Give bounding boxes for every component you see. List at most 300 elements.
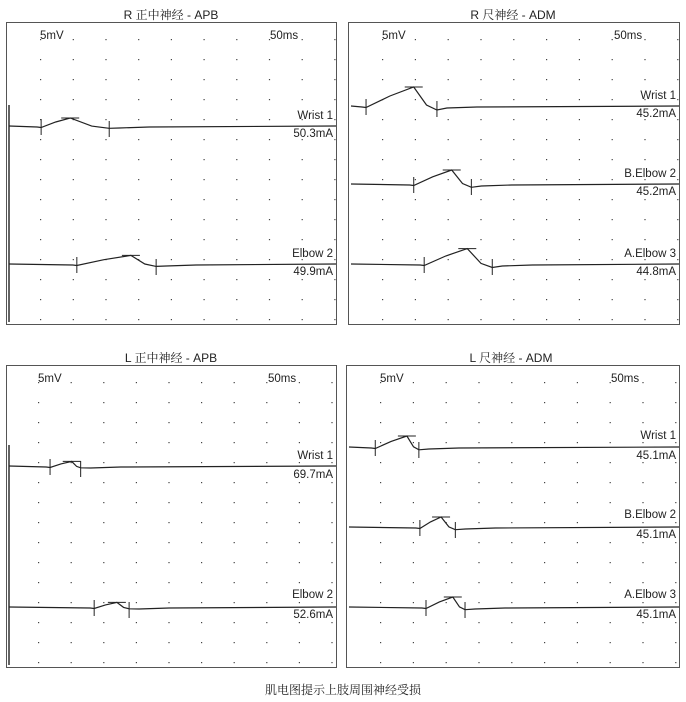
trace-stimulus-label: 45.2mA	[636, 108, 676, 120]
emg-trace-elbow-2	[9, 255, 336, 266]
grid-dot	[546, 139, 547, 140]
grid-dot	[105, 199, 106, 200]
grid-dot	[266, 662, 267, 663]
grid-dot	[168, 462, 169, 463]
grid-dot	[448, 139, 449, 140]
grid-dot	[269, 219, 270, 220]
grid-dot	[201, 422, 202, 423]
grid-dot	[642, 502, 643, 503]
grid-dot	[168, 422, 169, 423]
grid-dot	[513, 79, 514, 80]
grid-dot	[511, 582, 512, 583]
grid-dot	[105, 279, 106, 280]
grid-dot	[234, 382, 235, 383]
grid-dot	[446, 442, 447, 443]
grid-dot	[71, 442, 72, 443]
grid-dot	[675, 662, 676, 663]
grid-dot	[204, 79, 205, 80]
grid-dot	[579, 199, 580, 200]
grid-dot	[105, 39, 106, 40]
grid-dot	[168, 382, 169, 383]
grid-dot	[382, 79, 383, 80]
trace-site-label: Elbow 2	[292, 248, 333, 260]
grid-dot	[302, 319, 303, 320]
grid-dot	[266, 442, 267, 443]
trace-stimulus-label: 50.3mA	[293, 128, 333, 140]
grid-dot	[236, 119, 237, 120]
emg-panel-r-median-apb	[6, 22, 337, 325]
grid-dot	[103, 522, 104, 523]
grid-dot	[544, 522, 545, 523]
grid-dot	[299, 582, 300, 583]
amplitude-scale-label: 5mV	[40, 30, 64, 42]
grid-dot	[513, 59, 514, 60]
grid-dot	[448, 259, 449, 260]
grid-dot	[544, 582, 545, 583]
grid-dot	[677, 99, 678, 100]
emg-trace-wrist-1	[351, 87, 679, 110]
grid-dot	[413, 422, 414, 423]
grid-dot	[234, 642, 235, 643]
grid-dot	[513, 239, 514, 240]
grid-dot	[204, 199, 205, 200]
grid-dot	[446, 602, 447, 603]
grid-dot	[38, 602, 39, 603]
grid-dot	[579, 159, 580, 160]
grid-dot	[299, 422, 300, 423]
grid-dot	[677, 259, 678, 260]
grid-dot	[610, 482, 611, 483]
grid-dot	[380, 662, 381, 663]
grid-dot	[546, 159, 547, 160]
grid-dot	[168, 622, 169, 623]
grid-dot	[269, 179, 270, 180]
grid-dot	[446, 562, 447, 563]
grid-dot	[675, 422, 676, 423]
grid-dot	[204, 99, 205, 100]
emg-panel-r-ulnar-adm	[348, 22, 680, 325]
grid-dot	[334, 139, 335, 140]
grid-dot	[544, 542, 545, 543]
grid-dot	[448, 279, 449, 280]
grid-dot	[334, 219, 335, 220]
grid-dot	[513, 39, 514, 40]
grid-dot	[511, 662, 512, 663]
emg-trace-elbow-2	[9, 602, 336, 609]
grid-dot	[415, 259, 416, 260]
grid-dot	[677, 279, 678, 280]
grid-dot	[138, 39, 139, 40]
grid-dot	[610, 402, 611, 403]
trace-site-label: Elbow 2	[292, 589, 333, 601]
grid-dot	[546, 179, 547, 180]
grid-dot	[577, 622, 578, 623]
grid-dot	[136, 442, 137, 443]
grid-dot	[103, 582, 104, 583]
grid-dot	[334, 119, 335, 120]
grid-dot	[546, 319, 547, 320]
grid-dot	[103, 622, 104, 623]
grid-dot	[480, 139, 481, 140]
grid-dot	[612, 159, 613, 160]
grid-dot	[168, 562, 169, 563]
grid-dot	[266, 642, 267, 643]
trace-site-label: A.Elbow 3	[624, 248, 676, 260]
grid-dot	[40, 299, 41, 300]
grid-dot	[610, 582, 611, 583]
grid-dot	[380, 462, 381, 463]
grid-dot	[331, 482, 332, 483]
grid-dot	[138, 99, 139, 100]
amplitude-scale-label: 5mV	[380, 373, 404, 385]
grid-dot	[677, 239, 678, 240]
grid-dot	[382, 59, 383, 60]
emg-trace-wrist-1	[9, 461, 336, 468]
panel-title-r-median: R 正中神经 - APB	[123, 8, 219, 22]
grid-dot	[136, 402, 137, 403]
grid-dot	[577, 462, 578, 463]
grid-dot	[331, 642, 332, 643]
grid-dot	[675, 602, 676, 603]
grid-dot	[171, 159, 172, 160]
grid-dot	[234, 602, 235, 603]
grid-dot	[299, 602, 300, 603]
grid-dot	[334, 259, 335, 260]
grid-dot	[138, 79, 139, 80]
grid-dot	[544, 642, 545, 643]
grid-dot	[546, 199, 547, 200]
grid-dot	[266, 622, 267, 623]
grid-dot	[413, 662, 414, 663]
grid-dot	[413, 622, 414, 623]
grid-dot	[331, 542, 332, 543]
grid-dot	[71, 582, 72, 583]
grid-dot	[71, 482, 72, 483]
grid-dot	[413, 502, 414, 503]
grid-dot	[136, 422, 137, 423]
grid-dot	[299, 382, 300, 383]
grid-dot	[40, 139, 41, 140]
amplitude-scale-label: 5mV	[382, 30, 406, 42]
grid-dot	[478, 522, 479, 523]
grid-dot	[478, 562, 479, 563]
grid-dot	[546, 219, 547, 220]
grid-dot	[136, 382, 137, 383]
grid-dot	[334, 299, 335, 300]
panel-title-l-ulnar: L 尺神经 - ADM	[469, 351, 553, 365]
grid-dot	[331, 622, 332, 623]
grid-dot	[544, 602, 545, 603]
grid-dot	[334, 59, 335, 60]
grid-dot	[171, 99, 172, 100]
grid-dot	[677, 219, 678, 220]
grid-dot	[234, 502, 235, 503]
grid-dot	[38, 582, 39, 583]
grid-dot	[677, 79, 678, 80]
grid-dot	[201, 662, 202, 663]
grid-dot	[642, 482, 643, 483]
grid-dot	[577, 482, 578, 483]
grid-dot	[171, 219, 172, 220]
grid-dot	[677, 59, 678, 60]
grid-dot	[38, 502, 39, 503]
grid-dot	[73, 299, 74, 300]
grid-dot	[299, 482, 300, 483]
grid-dot	[71, 662, 72, 663]
grid-dot	[677, 299, 678, 300]
grid-dot	[71, 422, 72, 423]
grid-dot	[644, 139, 645, 140]
grid-dot	[138, 239, 139, 240]
grid-dot	[644, 279, 645, 280]
grid-dot	[448, 39, 449, 40]
grid-dot	[577, 582, 578, 583]
grid-dot	[446, 382, 447, 383]
grid-dot	[168, 542, 169, 543]
grid-dots	[40, 39, 336, 320]
grid-dot	[677, 199, 678, 200]
grid-dot	[201, 602, 202, 603]
trace-stimulus-label: 69.7mA	[293, 469, 333, 481]
grid-dot	[103, 442, 104, 443]
grid-dot	[675, 582, 676, 583]
grid-dot	[234, 402, 235, 403]
grid-dot	[546, 259, 547, 260]
emg-trace-wrist-1	[9, 118, 336, 128]
grid-dot	[478, 422, 479, 423]
grid-dot	[480, 159, 481, 160]
grid-dot	[413, 462, 414, 463]
grid-dot	[38, 402, 39, 403]
grid-dot	[413, 522, 414, 523]
grid-dot	[612, 239, 613, 240]
grid-dot	[577, 602, 578, 603]
grid-dot	[380, 402, 381, 403]
grid-dot	[234, 542, 235, 543]
grid-dot	[168, 482, 169, 483]
grid-dot	[138, 139, 139, 140]
grid-dot	[642, 642, 643, 643]
grid-dot	[675, 402, 676, 403]
grid-dot	[73, 259, 74, 260]
grid-dot	[302, 299, 303, 300]
grid-dot	[677, 119, 678, 120]
grid-dot	[513, 199, 514, 200]
grid-dot	[446, 462, 447, 463]
grid-dot	[610, 502, 611, 503]
grid-dot	[415, 199, 416, 200]
grid-dot	[38, 422, 39, 423]
grid-dot	[103, 602, 104, 603]
grid-dot	[269, 99, 270, 100]
grid-dot	[71, 402, 72, 403]
grid-dot	[103, 482, 104, 483]
grid-dot	[448, 159, 449, 160]
grid-dot	[204, 299, 205, 300]
grid-dot	[105, 219, 106, 220]
trace-site-label: A.Elbow 3	[624, 589, 676, 601]
grid-dot	[302, 199, 303, 200]
grid-dot	[103, 402, 104, 403]
trace-site-label: B.Elbow 2	[624, 509, 676, 521]
grid-dot	[334, 319, 335, 320]
grid-dot	[413, 382, 414, 383]
grid-dot	[266, 502, 267, 503]
grid-dot	[480, 259, 481, 260]
emg-panel-l-ulnar-adm	[346, 365, 680, 668]
grid-dot	[105, 99, 106, 100]
grid-dot	[40, 159, 41, 160]
grid-dot	[577, 382, 578, 383]
grid-dot	[73, 39, 74, 40]
grid-dot	[266, 522, 267, 523]
grid-dot	[236, 299, 237, 300]
grid-dot	[480, 59, 481, 60]
grid-dot	[201, 442, 202, 443]
grid-dot	[171, 279, 172, 280]
grid-dot	[136, 522, 137, 523]
grid-dot	[266, 542, 267, 543]
emg-plot-r-median	[7, 23, 338, 326]
grid-dot	[448, 199, 449, 200]
grid-dot	[138, 219, 139, 220]
grid-dot	[413, 582, 414, 583]
grid-dot	[204, 319, 205, 320]
grid-dot	[171, 119, 172, 120]
grid-dot	[577, 522, 578, 523]
grid-dot	[642, 582, 643, 583]
grid-dot	[415, 59, 416, 60]
grid-dot	[675, 522, 676, 523]
grid-dot	[334, 239, 335, 240]
grid-dot	[511, 502, 512, 503]
grid-dot	[204, 159, 205, 160]
grid-dot	[513, 259, 514, 260]
grid-dot	[579, 259, 580, 260]
amplitude-scale-label: 5mV	[38, 373, 62, 385]
grid-dot	[610, 602, 611, 603]
grid-dot	[73, 179, 74, 180]
grid-dot	[103, 542, 104, 543]
grid-dot	[73, 59, 74, 60]
grid-dot	[577, 662, 578, 663]
grid-dot	[73, 79, 74, 80]
grid-dot	[612, 79, 613, 80]
grid-dot	[644, 219, 645, 220]
grid-dot	[201, 562, 202, 563]
grid-dot	[382, 119, 383, 120]
grid-dot	[480, 239, 481, 240]
grid-dot	[40, 199, 41, 200]
grid-dot	[642, 662, 643, 663]
grid-dot	[105, 159, 106, 160]
grid-dot	[415, 119, 416, 120]
grid-dot	[480, 219, 481, 220]
grid-dot	[544, 402, 545, 403]
grid-dot	[204, 39, 205, 40]
grid-dot	[269, 259, 270, 260]
grid-dot	[299, 622, 300, 623]
grid-dot	[105, 59, 106, 60]
grid-dot	[448, 119, 449, 120]
grid-dot	[579, 79, 580, 80]
grid-dot	[478, 542, 479, 543]
grid-dot	[513, 139, 514, 140]
grid-dot	[513, 319, 514, 320]
grid-dot	[513, 179, 514, 180]
grid-dot	[511, 602, 512, 603]
grid-dot	[511, 562, 512, 563]
grid-dot	[675, 642, 676, 643]
grid-dot	[38, 482, 39, 483]
grid-dot	[38, 562, 39, 563]
grid-dot	[38, 622, 39, 623]
grid-dot	[612, 99, 613, 100]
grid-dot	[612, 199, 613, 200]
grid-dot	[380, 542, 381, 543]
grid-dot	[644, 59, 645, 60]
grid-dot	[266, 402, 267, 403]
grid-dot	[415, 139, 416, 140]
time-scale-label: 50ms	[270, 30, 299, 42]
grid-dot	[204, 179, 205, 180]
grid-dot	[513, 99, 514, 100]
grid-dot	[40, 279, 41, 280]
grid-dot	[71, 602, 72, 603]
grid-dot	[511, 402, 512, 403]
grid-dot	[234, 482, 235, 483]
grid-dot	[644, 39, 645, 40]
grid-dot	[610, 622, 611, 623]
grid-dot	[331, 442, 332, 443]
grid-dot	[201, 622, 202, 623]
grid-dot	[677, 319, 678, 320]
grid-dot	[299, 402, 300, 403]
grid-dot	[105, 239, 106, 240]
grid-dot	[138, 279, 139, 280]
grid-dot	[136, 462, 137, 463]
trace-site-label: Wrist 1	[640, 90, 676, 102]
grid-dot	[171, 179, 172, 180]
grid-dot	[546, 59, 547, 60]
grid-dot	[577, 562, 578, 563]
grid-dot	[302, 79, 303, 80]
grid-dot	[478, 502, 479, 503]
figure-caption: 肌电图提示上肢周围神经受损	[264, 683, 421, 697]
grid-dot	[644, 159, 645, 160]
grid-dot	[331, 402, 332, 403]
grid-dot	[675, 542, 676, 543]
grid-dot	[478, 662, 479, 663]
grid-dot	[675, 482, 676, 483]
grid-dot	[579, 239, 580, 240]
grid-dot	[612, 179, 613, 180]
grid-dot	[579, 119, 580, 120]
grid-dot	[415, 319, 416, 320]
grid-dot	[171, 259, 172, 260]
grid-dot	[380, 562, 381, 563]
grid-dot	[201, 462, 202, 463]
grid-dot	[40, 239, 41, 240]
grid-dot	[610, 542, 611, 543]
grid-dot	[610, 522, 611, 523]
grid-dot	[269, 299, 270, 300]
grid-dot	[642, 562, 643, 563]
grid-dot	[204, 239, 205, 240]
grid-dot	[675, 502, 676, 503]
grid-dot	[204, 279, 205, 280]
grid-dot	[544, 622, 545, 623]
